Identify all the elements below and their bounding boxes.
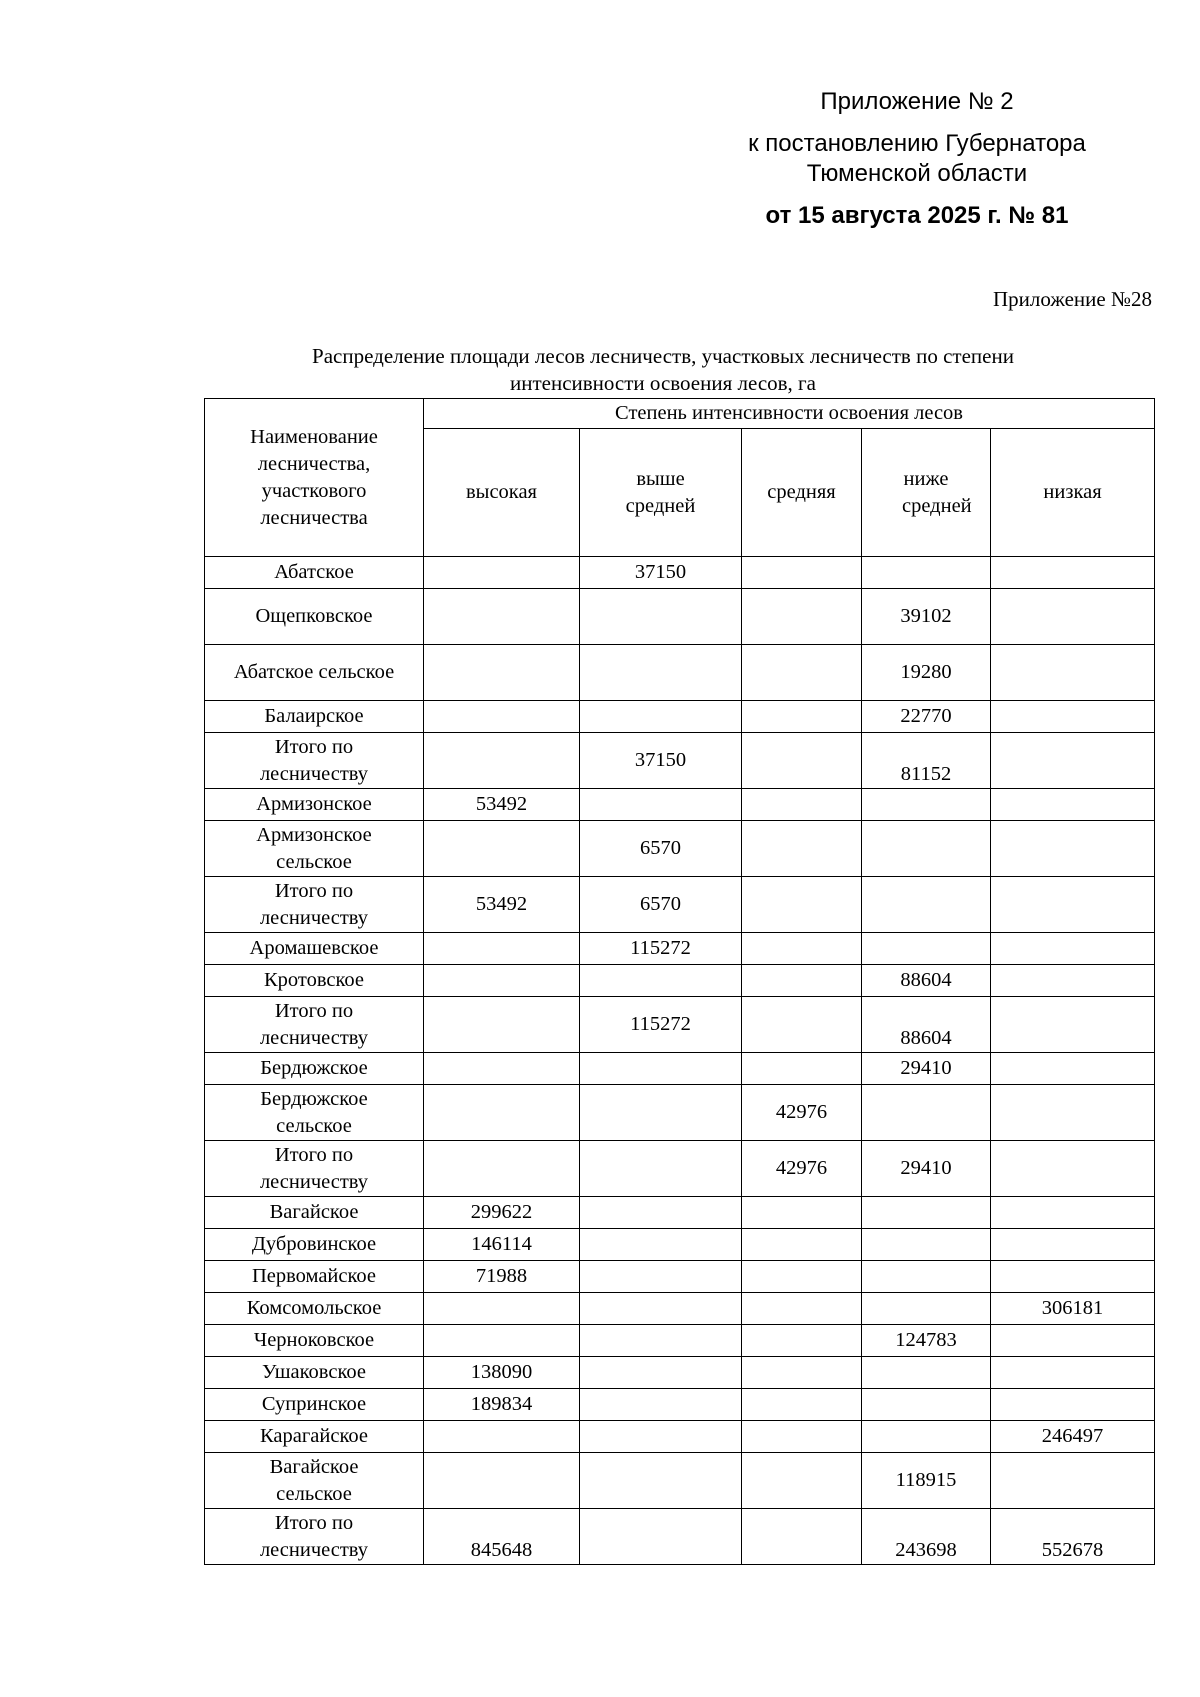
area-value-cell: [742, 1197, 862, 1229]
area-value-cell: [424, 821, 580, 877]
area-value-cell: [991, 1229, 1155, 1261]
sub-appendix-label: Приложение №28: [993, 287, 1152, 311]
area-value-cell: [424, 589, 580, 645]
area-value-cell: [862, 1421, 991, 1453]
area-value-cell: [742, 1261, 862, 1293]
forestry-name-cell: Аромашевское: [205, 933, 424, 965]
table-row: [205, 821, 1155, 877]
area-value-cell: [424, 1325, 580, 1357]
decree-reference: к постановлению Губернатора: [748, 130, 1086, 157]
area-value-cell: [580, 1261, 742, 1293]
area-value-cell: [991, 1197, 1155, 1229]
area-value-cell: 243698: [862, 1509, 991, 1565]
table-row: [205, 1453, 1155, 1509]
area-value-cell: [742, 733, 862, 789]
area-value-cell: 88604: [862, 965, 991, 997]
area-value-cell: [580, 645, 742, 701]
area-value-cell: [742, 589, 862, 645]
forestry-name-cell: Балаирское: [205, 701, 424, 733]
forestry-name-cell: Ушаковское: [205, 1357, 424, 1389]
area-value-cell: 29410: [862, 1053, 991, 1085]
forestry-name-cell: Кротовское: [205, 965, 424, 997]
forestry-name-cell: Итого по лесничеству: [205, 997, 424, 1053]
area-value-cell: 115272: [580, 997, 742, 1053]
forestry-name-cell: Итого по лесничеству: [205, 1141, 424, 1197]
area-value-cell: [742, 965, 862, 997]
area-value-cell: 138090: [424, 1357, 580, 1389]
area-value-cell: [580, 1357, 742, 1389]
area-value-cell: 299622: [424, 1197, 580, 1229]
column-header: ниже средней: [862, 429, 991, 557]
area-value-cell: [862, 821, 991, 877]
area-value-cell: [580, 1389, 742, 1421]
area-value-cell: [742, 877, 862, 933]
area-value-cell: [742, 1453, 862, 1509]
table-row: [205, 1085, 1155, 1141]
table-row: [205, 1509, 1155, 1565]
forestry-name-cell: Черноковское: [205, 1325, 424, 1357]
area-value-cell: [991, 933, 1155, 965]
area-value-cell: 37150: [580, 733, 742, 789]
area-value-cell: [742, 789, 862, 821]
area-value-cell: [424, 733, 580, 789]
table-row: [205, 557, 1155, 589]
area-value-cell: [991, 821, 1155, 877]
area-value-cell: [991, 733, 1155, 789]
area-value-cell: [580, 1141, 742, 1197]
forestry-name-cell: Итого по лесничеству: [205, 733, 424, 789]
forestry-name-cell: Карагайское: [205, 1421, 424, 1453]
area-value-cell: [580, 1053, 742, 1085]
column-header: выше средней: [580, 429, 742, 557]
area-value-cell: [991, 965, 1155, 997]
area-value-cell: [424, 997, 580, 1053]
forestry-name-cell: Итого по лесничеству: [205, 877, 424, 933]
area-value-cell: [862, 877, 991, 933]
area-value-cell: [991, 997, 1155, 1053]
area-value-cell: [862, 933, 991, 965]
area-value-cell: [862, 1357, 991, 1389]
area-value-cell: 53492: [424, 789, 580, 821]
area-value-cell: 19280: [862, 645, 991, 701]
table-row: [205, 965, 1155, 997]
table-row: [205, 733, 1155, 789]
area-value-cell: [991, 877, 1155, 933]
area-value-cell: [742, 1421, 862, 1453]
decree-date-number: от 15 августа 2025 г. № 81: [765, 202, 1069, 229]
forestry-name-cell: Армизонское сельское: [205, 821, 424, 877]
area-value-cell: 189834: [424, 1389, 580, 1421]
forest-intensity-table: [204, 398, 1155, 1565]
area-value-cell: [742, 701, 862, 733]
area-value-cell: [580, 589, 742, 645]
region-name: Тюменской области: [806, 160, 1028, 187]
column-header: низкая: [991, 429, 1155, 557]
area-value-cell: [580, 1509, 742, 1565]
table-row: [205, 1229, 1155, 1261]
area-value-cell: 39102: [862, 589, 991, 645]
table-row: [205, 933, 1155, 965]
forestry-name-cell: Абатское: [205, 557, 424, 589]
area-value-cell: [862, 789, 991, 821]
area-value-cell: [991, 1053, 1155, 1085]
area-value-cell: [991, 589, 1155, 645]
table-row: [205, 1261, 1155, 1293]
area-value-cell: [424, 933, 580, 965]
table-title: [204, 343, 1122, 397]
area-value-cell: [742, 997, 862, 1053]
appendix-heading: Приложение № 2: [820, 88, 1014, 115]
area-value-cell: 71988: [424, 1261, 580, 1293]
area-value-cell: [742, 933, 862, 965]
area-value-cell: [991, 1261, 1155, 1293]
area-value-cell: 552678: [991, 1509, 1155, 1565]
area-value-cell: [424, 645, 580, 701]
table-row: [205, 789, 1155, 821]
area-value-cell: [862, 1197, 991, 1229]
area-value-cell: 81152: [862, 733, 991, 789]
area-value-cell: [742, 557, 862, 589]
table-row: [205, 997, 1155, 1053]
area-value-cell: 22770: [862, 701, 991, 733]
area-value-cell: [991, 557, 1155, 589]
area-value-cell: 146114: [424, 1229, 580, 1261]
forestry-name-cell: Вагайское сельское: [205, 1453, 424, 1509]
area-value-cell: [580, 965, 742, 997]
table-row: [205, 589, 1155, 645]
table-row: [205, 1141, 1155, 1197]
table-title-line: интенсивности освоения лесов, га: [509, 371, 816, 395]
area-value-cell: [424, 701, 580, 733]
area-value-cell: [424, 1141, 580, 1197]
area-value-cell: [742, 1229, 862, 1261]
table-row: [205, 701, 1155, 733]
area-value-cell: [742, 1357, 862, 1389]
area-value-cell: [862, 557, 991, 589]
area-value-cell: [580, 1421, 742, 1453]
table-row: [205, 1389, 1155, 1421]
area-value-cell: [742, 1325, 862, 1357]
area-value-cell: [580, 1453, 742, 1509]
column-header: высокая: [424, 429, 580, 557]
forestry-name-cell: Ощепковское: [205, 589, 424, 645]
table-row: [205, 645, 1155, 701]
forestry-name-cell: Армизонское: [205, 789, 424, 821]
area-value-cell: 88604: [862, 997, 991, 1053]
area-value-cell: [742, 645, 862, 701]
area-value-cell: [580, 1197, 742, 1229]
area-value-cell: 42976: [742, 1141, 862, 1197]
area-value-cell: [742, 1293, 862, 1325]
area-value-cell: 6570: [580, 821, 742, 877]
area-value-cell: [862, 1229, 991, 1261]
area-value-cell: [991, 789, 1155, 821]
area-value-cell: [580, 1085, 742, 1141]
area-value-cell: [424, 557, 580, 589]
area-value-cell: [991, 1389, 1155, 1421]
table-title-line: Распределение площади лесов лесничеств, участковых лесничеств по степени: [312, 344, 1014, 368]
table-row: [205, 1053, 1155, 1085]
area-value-cell: [862, 1261, 991, 1293]
forestry-name-cell: Итого по лесничеству: [205, 1509, 424, 1565]
area-value-cell: [424, 1085, 580, 1141]
area-value-cell: [742, 821, 862, 877]
area-value-cell: 29410: [862, 1141, 991, 1197]
area-value-cell: [862, 1293, 991, 1325]
table-row: [205, 1421, 1155, 1453]
forestry-name-cell: Супринское: [205, 1389, 424, 1421]
area-value-cell: [991, 1085, 1155, 1141]
area-value-cell: [580, 1293, 742, 1325]
area-value-cell: 118915: [862, 1453, 991, 1509]
area-value-cell: [580, 1325, 742, 1357]
area-value-cell: [424, 1421, 580, 1453]
area-value-cell: [424, 1453, 580, 1509]
table-row: [205, 1293, 1155, 1325]
area-value-cell: [742, 1389, 862, 1421]
area-value-cell: [742, 1053, 862, 1085]
area-value-cell: [991, 1141, 1155, 1197]
forestry-name-cell: Дубровинское: [205, 1229, 424, 1261]
area-value-cell: 124783: [862, 1325, 991, 1357]
area-value-cell: [424, 965, 580, 997]
name-column-header: Наименование лесничества, участкового лесничества: [205, 399, 424, 557]
forestry-name-cell: Вагайское: [205, 1197, 424, 1229]
intensity-group-header: Степень интенсивности освоения лесов: [424, 399, 1155, 429]
area-value-cell: 115272: [580, 933, 742, 965]
area-value-cell: 246497: [991, 1421, 1155, 1453]
forestry-name-cell: Первомайское: [205, 1261, 424, 1293]
column-header: средняя: [742, 429, 862, 557]
area-value-cell: [424, 1053, 580, 1085]
forestry-name-cell: Бердюжское: [205, 1053, 424, 1085]
area-value-cell: [991, 645, 1155, 701]
area-value-cell: [991, 701, 1155, 733]
area-value-cell: [580, 789, 742, 821]
area-value-cell: [862, 1389, 991, 1421]
table-row: [205, 1325, 1155, 1357]
table-row: [205, 877, 1155, 933]
area-value-cell: 845648: [424, 1509, 580, 1565]
area-value-cell: [580, 701, 742, 733]
area-value-cell: [862, 1085, 991, 1141]
area-value-cell: 37150: [580, 557, 742, 589]
area-value-cell: 53492: [424, 877, 580, 933]
forestry-name-cell: Бердюжское сельское: [205, 1085, 424, 1141]
table-row: [205, 1357, 1155, 1389]
area-value-cell: 42976: [742, 1085, 862, 1141]
area-value-cell: 6570: [580, 877, 742, 933]
area-value-cell: 306181: [991, 1293, 1155, 1325]
area-value-cell: [742, 1509, 862, 1565]
area-value-cell: [424, 1293, 580, 1325]
area-value-cell: [991, 1357, 1155, 1389]
forestry-name-cell: Абатское сельское: [205, 645, 424, 701]
forestry-name-cell: Комсомольское: [205, 1293, 424, 1325]
area-value-cell: [991, 1325, 1155, 1357]
area-value-cell: [580, 1229, 742, 1261]
area-value-cell: [991, 1453, 1155, 1509]
table-row: [205, 1197, 1155, 1229]
